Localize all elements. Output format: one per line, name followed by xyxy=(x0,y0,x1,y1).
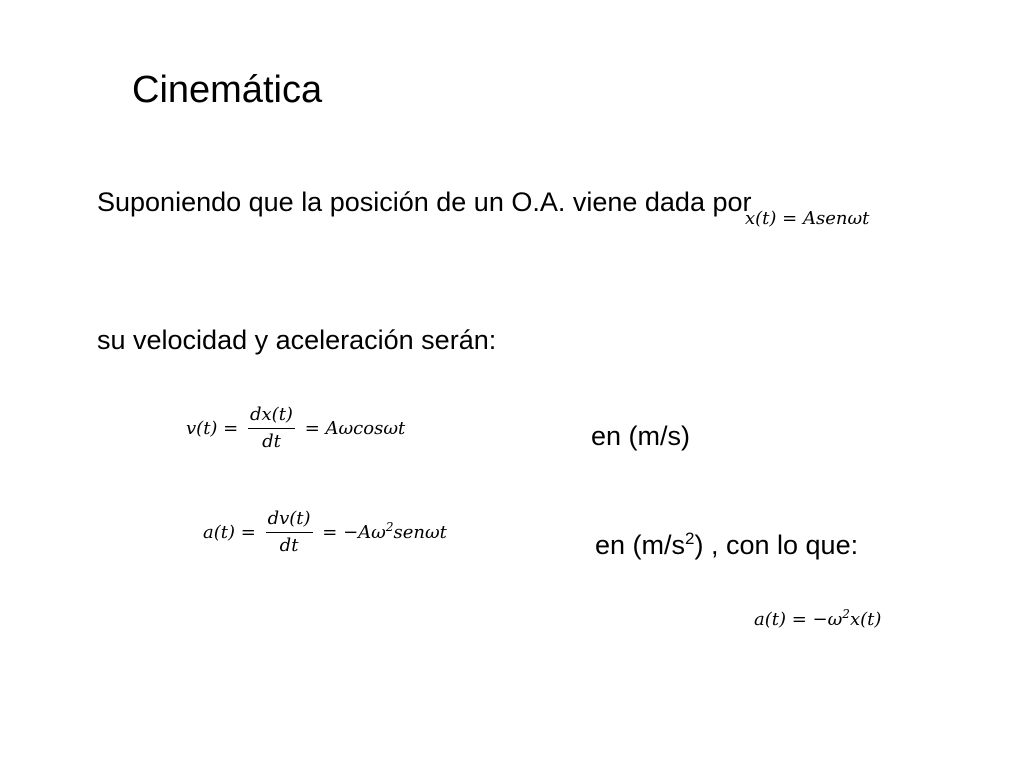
acceleration-rhs-exponent: 2 xyxy=(385,519,394,534)
relation-exponent: 2 xyxy=(842,607,850,621)
acceleration-units-pre: en (m/s xyxy=(595,530,686,560)
velocity-fraction-denominator: dt xyxy=(262,431,281,452)
acceleration-fraction-numerator: dv(t) xyxy=(266,508,313,533)
result-intro-text: su velocidad y aceleración serán: xyxy=(97,325,497,355)
velocity-fraction xyxy=(248,404,295,453)
relation-pre: a(t) = −ω xyxy=(754,609,843,630)
acceleration-units-post: ) , con lo que: xyxy=(694,530,859,560)
velocity-units: en (m/s) xyxy=(591,421,691,451)
acceleration-units-exponent: 2 xyxy=(685,529,695,548)
acceleration-equation-rhs xyxy=(322,519,447,544)
velocity-equation-rhs: = Aωcosωt xyxy=(304,417,406,439)
relation-post: x(t) xyxy=(849,609,882,630)
position-equation xyxy=(745,208,869,230)
acceleration-equation-lhs: a(t) = xyxy=(203,521,256,543)
velocity-equation xyxy=(186,404,405,453)
acceleration-units xyxy=(595,529,858,561)
acceleration-fraction-denominator: dt xyxy=(279,535,299,556)
velocity-fraction-numerator: dx(t) xyxy=(248,404,295,429)
slide-title: Cinemática xyxy=(132,69,323,111)
relation-equation xyxy=(754,609,881,631)
acceleration-rhs-pre: = −Aω xyxy=(322,521,386,543)
position-equation-rhs: Asenωt xyxy=(802,208,870,229)
acceleration-fraction xyxy=(266,508,313,557)
intro-text: Suponiendo que la posición de un O.A. viene dada por xyxy=(97,187,752,217)
acceleration-rhs-post: senωt xyxy=(393,521,447,543)
velocity-equation-lhs: v(t) = xyxy=(186,417,239,439)
acceleration-equation xyxy=(203,508,447,557)
position-equation-lhs: x(t) = xyxy=(745,208,803,229)
